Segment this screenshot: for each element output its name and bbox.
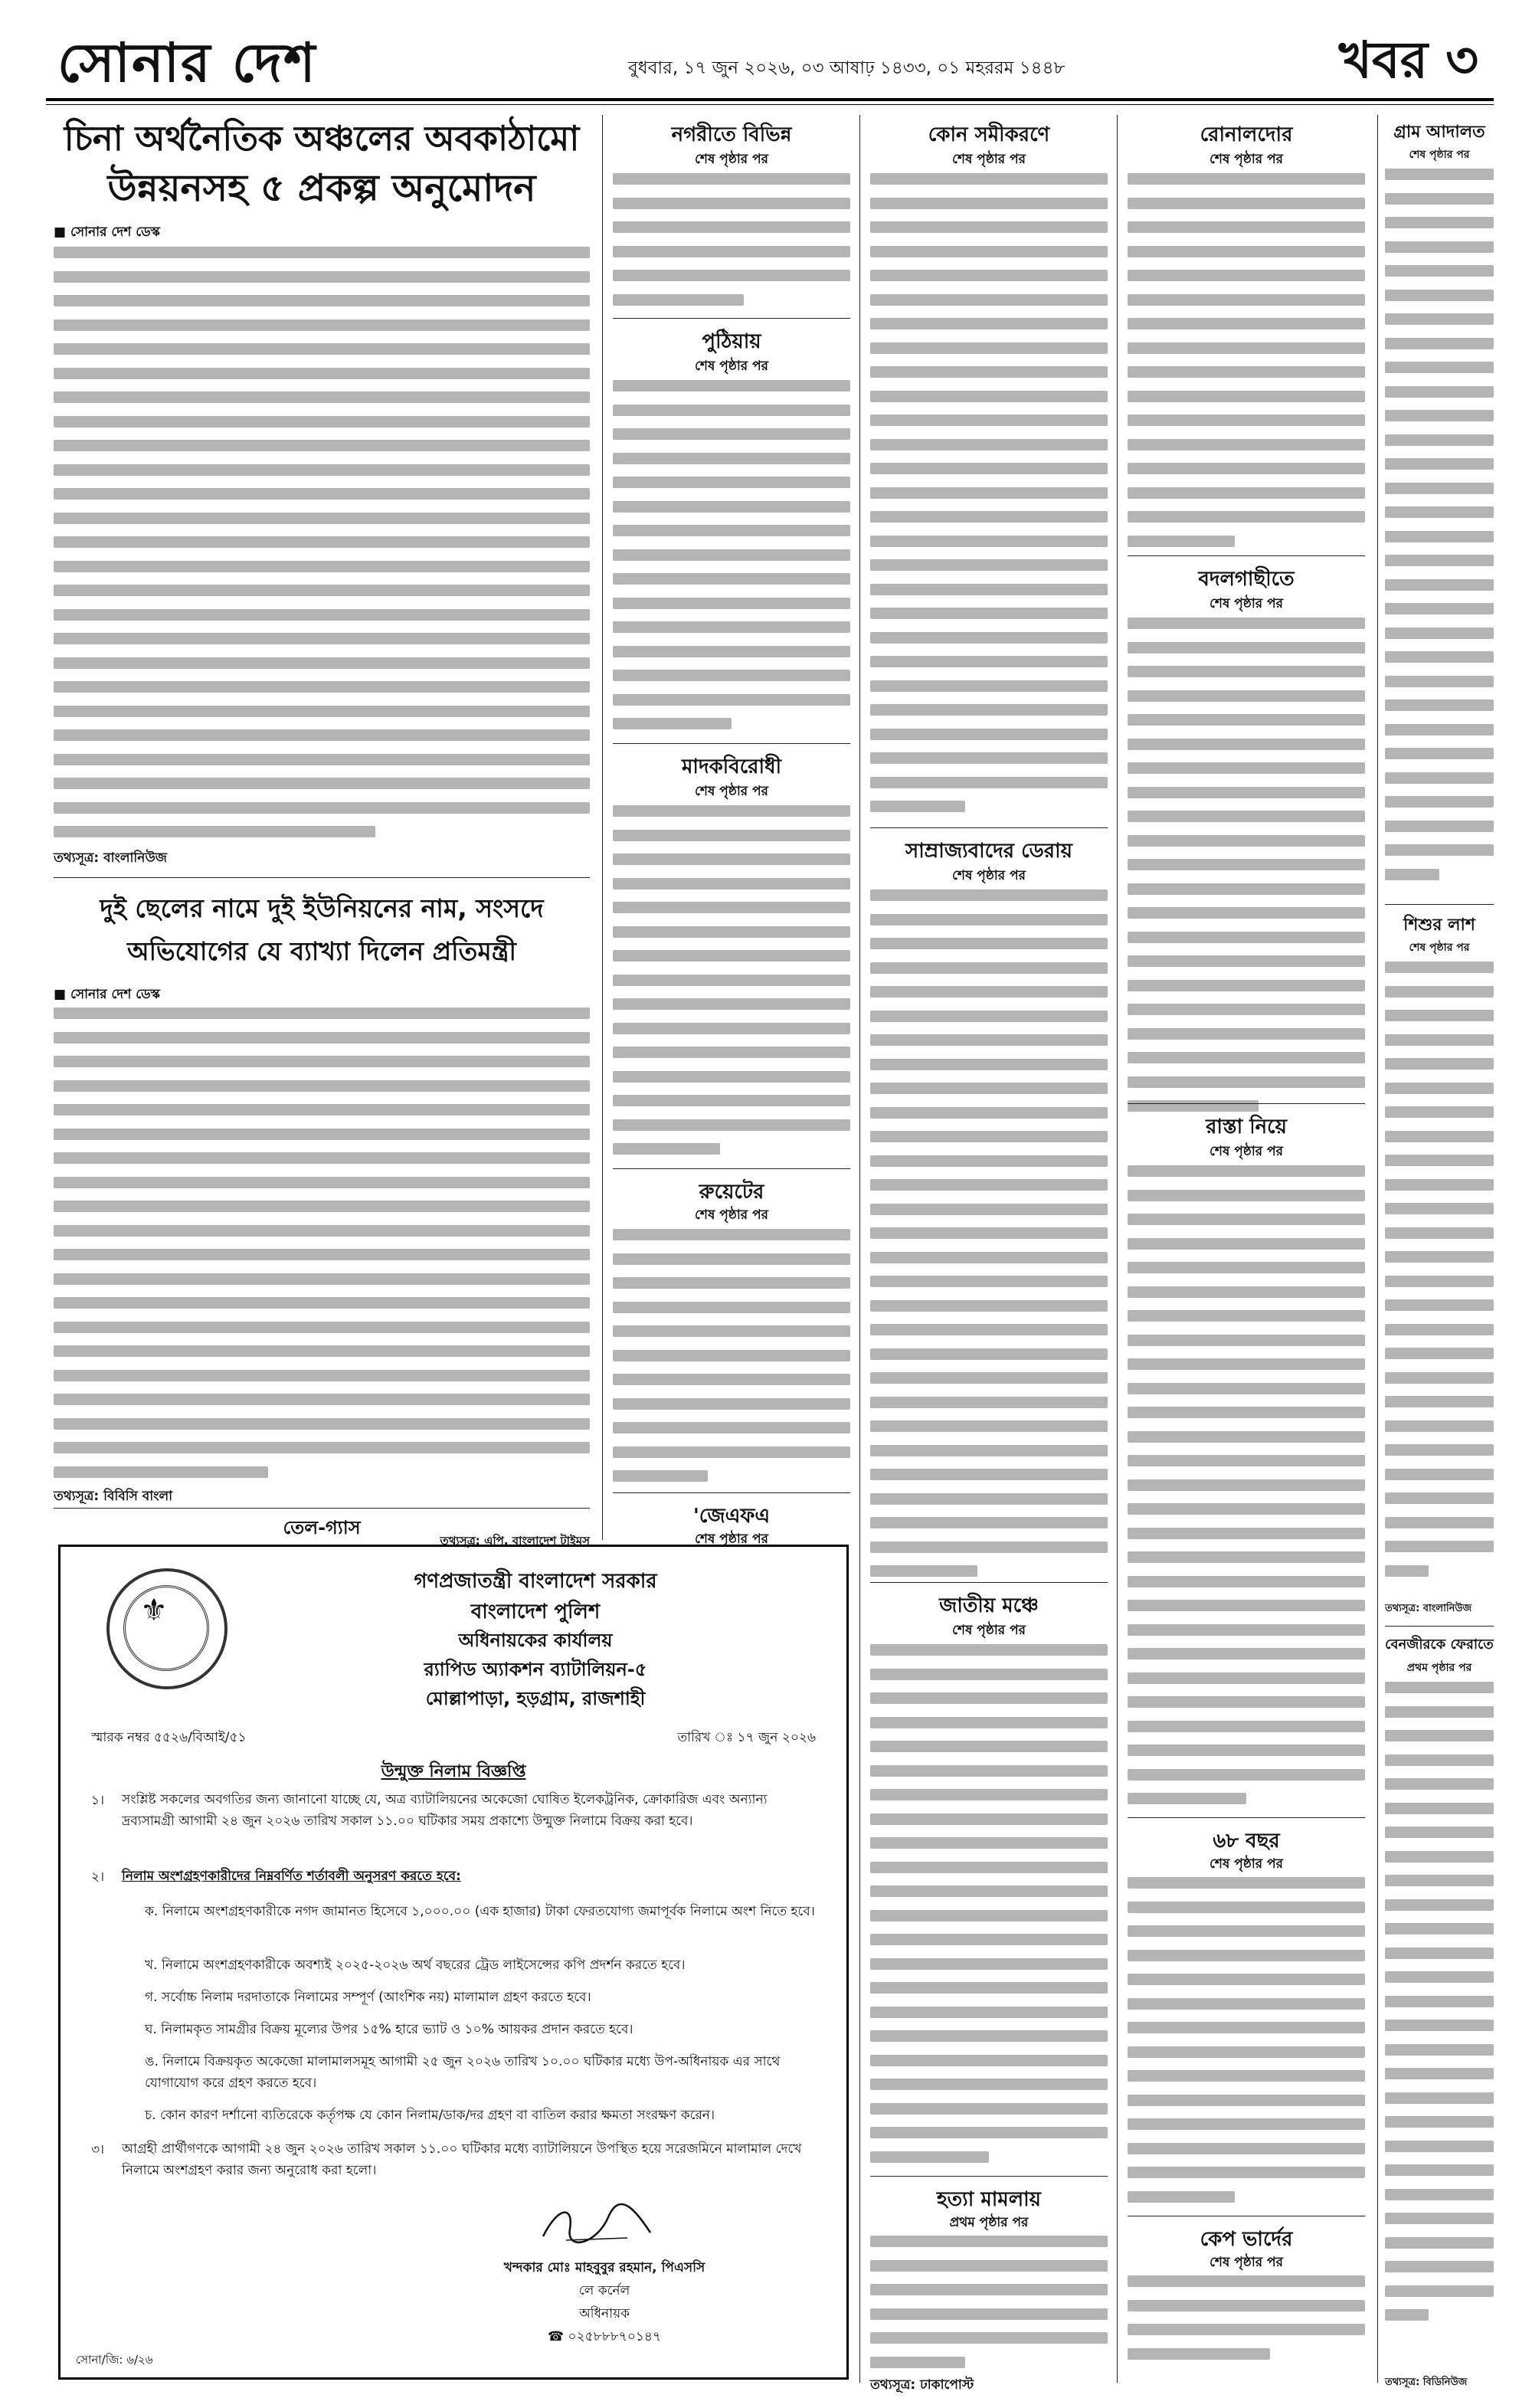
story-body-text <box>870 889 1108 1590</box>
police-seal <box>106 1568 228 1689</box>
continued-label: প্রথম পৃষ্ঠার পর <box>949 2215 1029 2230</box>
masthead <box>46 15 1494 100</box>
story-headline: গ্রাম আদালত <box>1393 123 1485 142</box>
masthead-rule-thin <box>46 104 1494 105</box>
story-headline: রুয়েটের <box>699 1181 764 1204</box>
notice-item-number: ১। <box>91 1793 105 1808</box>
story-headline: শিশুর লাশ <box>1403 916 1475 935</box>
divider <box>1128 555 1365 556</box>
column-rule <box>1117 115 1118 2383</box>
continued-label: শেষ পৃষ্ঠার পর <box>695 1207 768 1223</box>
continued-label: শেষ পৃষ্ঠার পর <box>695 784 768 799</box>
story-body-text <box>1128 1877 1365 2215</box>
story-body-text <box>1128 2275 1365 2372</box>
continued-label: শেষ পৃষ্ঠার পর <box>1210 1856 1283 1872</box>
story-body-text <box>1385 962 1494 1589</box>
second-byline: ■ সোনার দেশ ডেস্ক <box>54 987 160 1002</box>
story-headline: তেল-গ্যাস <box>283 1517 361 1538</box>
signer-title: অধিনায়ক <box>578 2306 630 2321</box>
signer-name: খন্দকার মোঃ মাহবুবুর রহমান, পিএসসি <box>503 2260 705 2275</box>
page-section-title: খবর ৩ <box>1338 31 1478 90</box>
notice-footer-code: সোনা/জি: ৬/২৬ <box>76 2353 153 2367</box>
story-body-text <box>613 1229 850 1495</box>
divider <box>613 1168 850 1169</box>
notice-condition: চ. কোন কারণ দর্শানো ব্যতিরেকে কর্তৃপক্ষ যে কোন নিলাম/ডাক/দর গ্রহণ বা বাতিল করার ক্ষমতা সংরক্ষণ করেন। <box>145 2108 715 2123</box>
story-source: তথ্যসূত্র: ঢাকাপোস্ট <box>870 2377 974 2393</box>
notice-office: অধিনায়কের কার্যালয় <box>458 1630 613 1651</box>
story-body-text <box>1128 173 1365 559</box>
notice-address: মোল্লাপাড়া, হড়গ্রাম, রাজশাহী <box>425 1688 646 1709</box>
continued-label: শেষ পৃষ্ঠার পর <box>1409 149 1470 161</box>
divider <box>54 877 590 878</box>
notice-item-2: নিলাম অংশগ্রহণকারীদের নিম্নবর্ণিত শর্তাবলী অনুসরণ করতে হবে: <box>122 1869 461 1884</box>
second-body-text <box>54 1007 590 1490</box>
continued-label: শেষ পৃষ্ঠার পর <box>1210 596 1283 611</box>
story-headline: কোন সমীকরণে <box>928 123 1050 146</box>
auction-notice <box>58 1545 849 2380</box>
story-body-text <box>613 805 850 1168</box>
story-headline: রাস্তা নিয়ে <box>1206 1116 1287 1138</box>
notice-title: উন্মুক্ত নিলাম বিজ্ঞপ্তি <box>381 1762 526 1781</box>
divider <box>613 1492 850 1493</box>
lead-headline <box>54 115 590 215</box>
notice-item-1: সংশ্লিষ্ট সকলের অবগতির জন্য জানানো যাচ্ছে যে, অত্র ব্যাটালিয়নের অকেজো ঘোষিত ইলেকট্রনিক, ক্রোকারিজ এবং অন্যান্য দ্রব্যসামগ্রী আগামী ২৪ জুন ২০২৬ তারিখ সকাল ১১.০০ ঘটিকার সময় প্রকাশ্যে উন্মুক্ত নিলামে বিক্রয় করা হবে। <box>122 1792 768 1829</box>
story-body-text <box>1128 618 1365 1125</box>
story-headline: সাম্রাজ্যবাদের ডেরায় <box>905 840 1072 863</box>
divider <box>870 2176 1108 2177</box>
story-headline: পুঠিয়ায় <box>702 330 761 353</box>
notice-government: গণপ্রজাতন্ত্রী বাংলাদেশ সরকার <box>414 1570 657 1593</box>
story-headline: জাতীয় মঞ্চে <box>939 1594 1039 1617</box>
second-headline <box>54 887 590 973</box>
story-body-text <box>870 173 1108 825</box>
newspaper-logo: সোনার দেশ <box>57 31 317 94</box>
continued-label: শেষ পৃষ্ঠার পর <box>952 1623 1026 1638</box>
divider <box>1128 1817 1365 1818</box>
notice-country: বাংলাদেশ পুলিশ <box>470 1600 601 1623</box>
signature <box>535 2198 658 2252</box>
story-headline: বেনজীরকে ফেরাতে <box>1385 1636 1494 1653</box>
continued-label: শেষ পৃষ্ঠার পর <box>952 868 1026 883</box>
story-source: তথ্যসূত্র: বাংলানিউজ <box>1385 1603 1472 1614</box>
story-headline: মাদকবিরোধী <box>681 755 782 778</box>
lead-byline: ■ সোনার দেশ ডেস্ক <box>54 224 160 240</box>
story-headline: 'জেএফএ <box>692 1505 771 1528</box>
continued-label: শেষ পৃষ্ঠার পর <box>1210 152 1283 167</box>
column-rule <box>859 115 860 2383</box>
continued-label: শেষ পৃষ্ঠার পর <box>1409 942 1470 954</box>
oil-source: তথ্যসূত্র: এপি, বাংলাদেশ টাইমস <box>440 1534 590 1548</box>
notice-condition: খ. নিলামে অংশগ্রহণকারীকে অবশ্যই ২০২৫-২০২৬ অর্থ বছরের ট্রেড লাইসেন্সের কপি প্রদর্শন করতে হবে। <box>145 1958 686 1973</box>
notice-item-number: ৩। <box>91 2142 105 2157</box>
column-rule <box>602 115 603 1540</box>
story-headline: কেপ ভার্দের <box>1200 2228 1293 2251</box>
second-headline-line-2: অভিযোগের যে ব্যাখ্যা দিলেন প্রতিমন্ত্রী <box>127 936 516 966</box>
column-rule <box>1377 115 1378 2383</box>
notice-phone: ☎ ০২৫৮৮৮৭০১৪৭ <box>547 2329 662 2344</box>
story-headline: নগরীতে বিভিন্ন <box>671 123 792 146</box>
notice-item-3: আগ্রহী প্রার্থীগণকে আগামী ২৪ জুন ২০২৬ তারিখ সকাল ১১.০০ ঘটিকার মধ্যে ব্যাটালিয়নে উপস্থিত হয়ে সরেজমিনে মালামাল দেখে নিলামে অংশগ্রহণ করার জন্য অনুরোধ করা হলো। <box>122 2141 802 2178</box>
notice-condition: গ. সর্বোচ্চ নিলাম দরদাতাকে নিলামের সম্পূর্ণ (আংশিক নয়) মালামাল গ্রহণ করতে হবে। <box>145 1990 591 2005</box>
divider <box>1385 904 1494 905</box>
divider <box>1385 1626 1494 1627</box>
continued-label: শেষ পৃষ্ঠার পর <box>695 1532 768 1547</box>
story-body-text <box>870 2236 1108 2380</box>
divider <box>613 318 850 319</box>
story-body-text <box>1385 169 1494 893</box>
lead-body-text <box>54 247 590 850</box>
story-source: তথ্যসূত্র: বিডিনিউজ <box>1385 2377 1468 2388</box>
police-emblem-icon: ⚜ <box>140 1593 168 1628</box>
story-headline: রোনালদোর <box>1200 123 1293 146</box>
divider <box>870 1582 1108 1583</box>
story-body-text <box>613 173 850 318</box>
notice-date: তারিখ ঃ ১৭ জুন ২০২৬ <box>677 1730 816 1745</box>
story-body-text <box>613 380 850 742</box>
notice-condition: ঘ. নিলামকৃত সামগ্রীর বিক্রয় মূল্যের উপর ১৫% হারে ভ্যাট ও ১০% আয়কর প্রদান করতে হবে। <box>145 2022 633 2037</box>
story-headline: হত্যা মামলায় <box>937 2188 1041 2211</box>
continued-label: শেষ পৃষ্ঠার পর <box>1210 2255 1283 2270</box>
divider <box>1128 1103 1365 1104</box>
story-body-text <box>870 1644 1108 2175</box>
continued-label: শেষ পৃষ্ঠার পর <box>695 359 768 374</box>
dateline: বুধবার, ১৭ জুন ২০২৬, ০৩ আষাঢ় ১৪৩৩, ০১ মহররম ১৪৪৮ <box>628 58 1066 78</box>
story-body-text <box>1385 1682 1494 2334</box>
notice-unit: র‌্যাপিড অ্যাকশন ব্যাটালিয়ন-৫ <box>424 1659 647 1680</box>
continued-label: শেষ পৃষ্ঠার পর <box>695 152 768 167</box>
story-body-text <box>1128 1165 1365 1817</box>
masthead-rule <box>46 98 1494 101</box>
lead-headline-line-1: চিনা অর্থনৈতিক অঞ্চলের অবকাঠামো <box>64 118 580 159</box>
second-source: তথ্যসূত্র: বিবিসি বাংলা <box>54 1489 173 1504</box>
second-headline-line-1: দুই ছেলের নামে দুই ইউনিয়নের নাম, সংসদে <box>100 893 544 923</box>
story-headline: ৬৮ বছর <box>1213 1830 1280 1853</box>
continued-label: শেষ পৃষ্ঠার পর <box>1210 1144 1283 1159</box>
lead-source: তথ্যসূত্র: বাংলানিউজ <box>54 850 167 866</box>
notice-condition: ক. নিলামে অংশগ্রহণকারীকে নগদ জামানত হিসেবে ১,০০০.০০ (এক হাজার) টাকা ফেরতযোগ্য জমাপূর্বক নিলামে অংশ নিতে হবে। <box>145 1904 815 1919</box>
signer-rank: লে কর্নেল <box>578 2283 630 2298</box>
notice-item-number: ২। <box>91 1869 105 1885</box>
continued-label: শেষ পৃষ্ঠার পর <box>952 152 1026 167</box>
story-headline: বদলগাছীতে <box>1198 568 1295 591</box>
divider <box>613 743 850 744</box>
notice-memo-number: স্মারক নম্বর ৫৫২৬/বিআই/৫১ <box>91 1730 247 1745</box>
continued-label: প্রথম পৃষ্ঠার পর <box>1406 1662 1472 1674</box>
divider <box>54 1508 590 1509</box>
divider <box>870 827 1108 828</box>
notice-condition: ঙ. নিলামে বিক্রয়কৃত অকেজো মালামালসমূহ আগামী ২৫ জুন ২০২৬ তারিখ ১০.০০ ঘটিকার মধ্যে উপ-অধিনায়ক এর সাথে যোগাযোগ করে গ্রহণ করতে হবে। <box>145 2054 781 2091</box>
lead-headline-line-2: উন্নয়নসহ ৫ প্রকল্প অনুমোদন <box>107 166 536 210</box>
